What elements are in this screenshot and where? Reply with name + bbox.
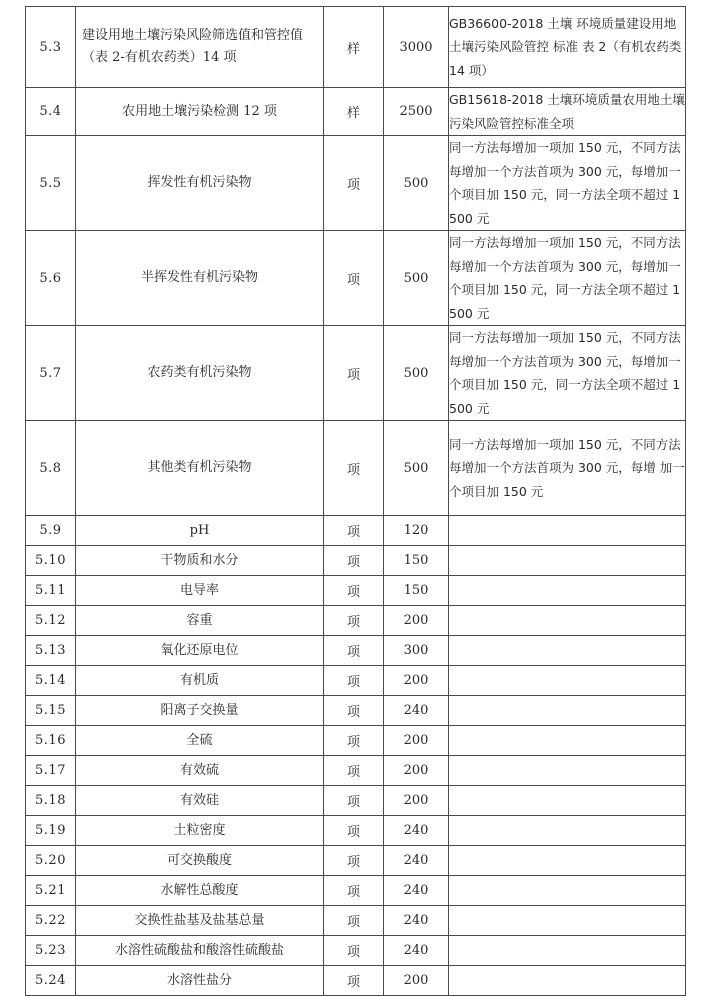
test-item: 有效硫	[76, 756, 324, 786]
test-item: 半挥发性有机污染物	[76, 231, 324, 326]
table-row	[26, 546, 686, 576]
table-row	[26, 726, 686, 756]
remark: GB15618-2018 土壤环境质量农用地土壤污染风险管控标准全项	[449, 88, 686, 136]
test-item: 电导率	[76, 576, 324, 606]
price: 200	[384, 966, 449, 996]
remark	[449, 906, 686, 936]
row-number: 5.24	[26, 966, 76, 996]
price: 150	[384, 546, 449, 576]
unit: 项	[324, 966, 384, 996]
test-item: 水溶性盐分	[76, 966, 324, 996]
row-number: 5.16	[26, 726, 76, 756]
price: 200	[384, 786, 449, 816]
remark	[449, 846, 686, 876]
remark	[449, 516, 686, 546]
test-item: 有机质	[76, 666, 324, 696]
price: 240	[384, 936, 449, 966]
remark: GB36600-2018 土壤 环境质量建设用地土壤污染风险管控 标准 表 2（有机农药类 14 项）	[449, 7, 686, 88]
row-number: 5.21	[26, 876, 76, 906]
unit: 项	[324, 756, 384, 786]
table-row	[26, 576, 686, 606]
unit: 项	[324, 606, 384, 636]
remark	[449, 756, 686, 786]
test-item: 阳离子交换量	[76, 696, 324, 726]
test-item: 农用地土壤污染检测 12 项	[76, 88, 324, 136]
test-item: 全硫	[76, 726, 324, 756]
row-number: 5.17	[26, 756, 76, 786]
row-number: 5.19	[26, 816, 76, 846]
unit: 项	[324, 816, 384, 846]
remark	[449, 546, 686, 576]
row-number: 5.20	[26, 846, 76, 876]
table-row	[26, 606, 686, 636]
price: 500	[384, 421, 449, 516]
price: 240	[384, 816, 449, 846]
row-number: 5.6	[26, 231, 76, 326]
test-item: 有效硅	[76, 786, 324, 816]
table-row	[26, 786, 686, 816]
row-number: 5.22	[26, 906, 76, 936]
test-item: pH	[76, 516, 324, 546]
unit: 项	[324, 936, 384, 966]
fee-table	[25, 6, 686, 996]
test-item: 水解性总酸度	[76, 876, 324, 906]
price: 240	[384, 696, 449, 726]
row-number: 5.4	[26, 88, 76, 136]
remark	[449, 726, 686, 756]
remark	[449, 966, 686, 996]
remark: 同一方法每增加一项加 150 元，不同方法每增加一个方法首项为 300 元，每增加一个项目加 150 元，同一方法全项不超过 1500 元	[449, 326, 686, 421]
unit: 项	[324, 326, 384, 421]
unit: 项	[324, 846, 384, 876]
remark	[449, 816, 686, 846]
price: 500	[384, 136, 449, 231]
row-number: 5.3	[26, 7, 76, 88]
row-number: 5.23	[26, 936, 76, 966]
unit: 项	[324, 636, 384, 666]
remark	[449, 786, 686, 816]
test-item: 容重	[76, 606, 324, 636]
test-item: 挥发性有机污染物	[76, 136, 324, 231]
remark	[449, 696, 686, 726]
test-item: 可交换酸度	[76, 846, 324, 876]
remark	[449, 606, 686, 636]
remark	[449, 576, 686, 606]
unit: 样	[324, 7, 384, 88]
unit: 项	[324, 726, 384, 756]
unit: 项	[324, 421, 384, 516]
test-item: 建设用地土壤污染风险筛选值和管控值（表 2-有机农药类）14 项	[76, 7, 324, 88]
table-row	[26, 846, 686, 876]
remark: 同一方法每增加一项加 150 元，不同方法每增加一个方法首项为 300 元，每增加一个项目加 150 元，同一方法全项不超过 1500 元	[449, 231, 686, 326]
table-row	[26, 636, 686, 666]
test-item: 水溶性硫酸盐和酸溶性硫酸盐	[76, 936, 324, 966]
table-row	[26, 88, 686, 136]
table-row	[26, 326, 686, 421]
price: 120	[384, 516, 449, 546]
remark	[449, 636, 686, 666]
remark	[449, 876, 686, 906]
table-row	[26, 816, 686, 846]
fee-table-body	[26, 7, 686, 996]
unit: 项	[324, 696, 384, 726]
table-row	[26, 666, 686, 696]
table-row	[26, 876, 686, 906]
price: 150	[384, 576, 449, 606]
test-item: 其他类有机污染物	[76, 421, 324, 516]
row-number: 5.8	[26, 421, 76, 516]
unit: 项	[324, 666, 384, 696]
price: 2500	[384, 88, 449, 136]
test-item: 农药类有机污染物	[76, 326, 324, 421]
test-item: 交换性盐基及盐基总量	[76, 906, 324, 936]
table-row	[26, 936, 686, 966]
test-item: 土粒密度	[76, 816, 324, 846]
row-number: 5.14	[26, 666, 76, 696]
unit: 项	[324, 516, 384, 546]
unit: 项	[324, 231, 384, 326]
table-row	[26, 756, 686, 786]
remark: 同一方法每增加一项加 150 元，不同方法每增加一个方法首项为 300 元，每增 加一个项目加 150 元	[449, 421, 686, 516]
row-number: 5.9	[26, 516, 76, 546]
row-number: 5.15	[26, 696, 76, 726]
price: 200	[384, 606, 449, 636]
price: 240	[384, 906, 449, 936]
price: 300	[384, 636, 449, 666]
unit: 项	[324, 576, 384, 606]
table-row	[26, 7, 686, 88]
remark: 同一方法每增加一项加 150 元，不同方法每增加一个方法首项为 300 元，每增加一个项目加 150 元，同一方法全项不超过 1500 元	[449, 136, 686, 231]
row-number: 5.10	[26, 546, 76, 576]
row-number: 5.18	[26, 786, 76, 816]
price: 500	[384, 231, 449, 326]
price: 200	[384, 756, 449, 786]
row-number: 5.12	[26, 606, 76, 636]
unit: 项	[324, 136, 384, 231]
table-row	[26, 906, 686, 936]
row-number: 5.11	[26, 576, 76, 606]
price: 200	[384, 726, 449, 756]
price: 200	[384, 666, 449, 696]
table-row	[26, 136, 686, 231]
table-row	[26, 421, 686, 516]
price: 3000	[384, 7, 449, 88]
table-row	[26, 966, 686, 996]
remark	[449, 666, 686, 696]
unit: 项	[324, 786, 384, 816]
remark	[449, 936, 686, 966]
row-number: 5.13	[26, 636, 76, 666]
test-item: 干物质和水分	[76, 546, 324, 576]
unit: 样	[324, 88, 384, 136]
table-row	[26, 696, 686, 726]
table-row	[26, 231, 686, 326]
price: 500	[384, 326, 449, 421]
row-number: 5.5	[26, 136, 76, 231]
unit: 项	[324, 876, 384, 906]
test-item: 氧化还原电位	[76, 636, 324, 666]
price: 240	[384, 876, 449, 906]
unit: 项	[324, 906, 384, 936]
unit: 项	[324, 546, 384, 576]
row-number: 5.7	[26, 326, 76, 421]
table-row	[26, 516, 686, 546]
price: 240	[384, 846, 449, 876]
